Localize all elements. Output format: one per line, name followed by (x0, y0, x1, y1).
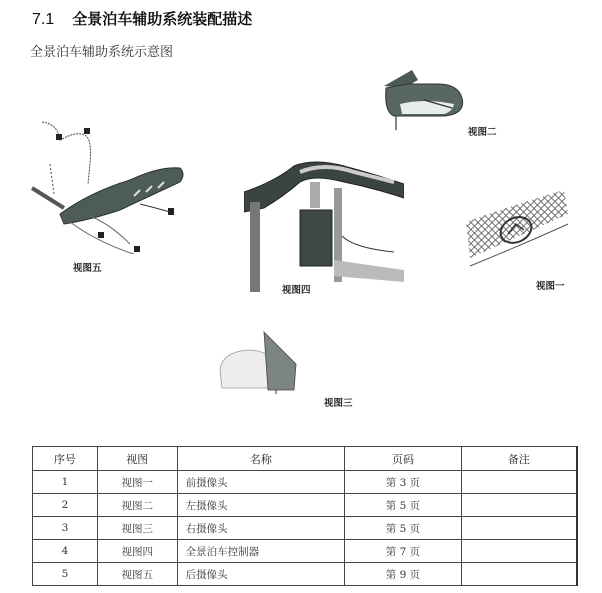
cell-index: 1 (33, 471, 98, 494)
cell-name: 全景泊车控制器 (177, 540, 345, 563)
cell-view: 视图一 (97, 471, 177, 494)
cell-page: 第 7 页 (345, 540, 462, 563)
cell-note (461, 517, 577, 540)
cell-name: 前摄像头 (177, 471, 345, 494)
cell-view: 视图五 (97, 563, 177, 586)
header-name: 名称 (177, 447, 345, 471)
cell-index: 2 (33, 494, 98, 517)
cell-name: 右摄像头 (177, 517, 345, 540)
cell-note (461, 563, 577, 586)
figure-view-3 (218, 330, 298, 394)
section-heading (32, 8, 252, 29)
mirror-camera-left-illustration (374, 64, 474, 134)
cell-index: 4 (33, 540, 98, 563)
rear-camera-harness-illustration (30, 104, 190, 254)
figure-label-view-3: 视图三 (324, 398, 353, 409)
diagram-subtitle: 全景泊车辅助系统示意图 (30, 45, 174, 60)
table-row (33, 471, 578, 494)
figure-view-2 (374, 64, 474, 134)
figure-view-4 (244, 152, 404, 292)
cell-page: 第 5 页 (345, 517, 462, 540)
cell-index: 5 (33, 563, 98, 586)
figure-label-view-1: 视图一 (536, 281, 565, 292)
cell-index: 3 (33, 517, 98, 540)
cell-view: 视图二 (97, 494, 177, 517)
figure-label-view-4: 视图四 (282, 285, 311, 296)
header-index: 序号 (33, 447, 98, 471)
header-note: 备注 (461, 447, 577, 471)
header-view: 视图 (97, 447, 177, 471)
cell-note (461, 471, 577, 494)
table-row (33, 540, 578, 563)
table-header-row (33, 447, 578, 471)
section-title: 全景泊车辅助系统装配描述 (72, 10, 253, 28)
figure-label-view-2: 视图二 (468, 127, 497, 138)
cell-name: 左摄像头 (177, 494, 345, 517)
figure-view-5 (30, 104, 190, 254)
cell-view: 视图三 (97, 517, 177, 540)
front-grille-camera-illustration (464, 184, 574, 272)
cell-page: 第 3 页 (345, 471, 462, 494)
cell-name: 后摄像头 (177, 563, 345, 586)
section-number: 7.1 (32, 11, 55, 28)
figure-view-1 (464, 184, 574, 272)
cell-note (461, 540, 577, 563)
mirror-camera-right-illustration (218, 330, 298, 394)
table-row (33, 494, 578, 517)
parking-controller-illustration (244, 152, 404, 292)
figure-label-view-5: 视图五 (73, 263, 102, 274)
table-row (33, 517, 578, 540)
parts-table (32, 446, 578, 586)
cell-note (461, 494, 577, 517)
cell-page: 第 5 页 (345, 494, 462, 517)
header-page: 页码 (345, 447, 462, 471)
table-row (33, 563, 578, 586)
cell-page: 第 9 页 (345, 563, 462, 586)
cell-view: 视图四 (97, 540, 177, 563)
